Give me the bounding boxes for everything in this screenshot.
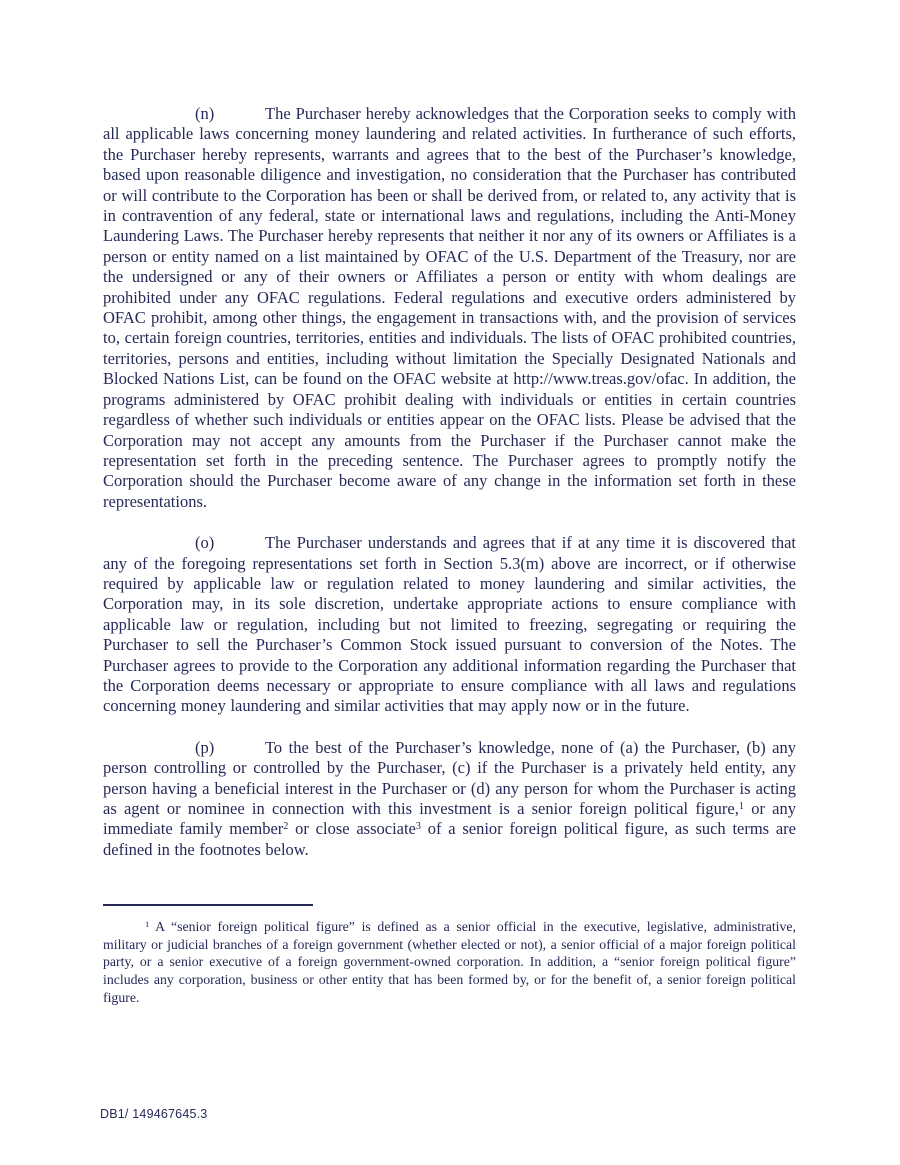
paragraph-p-label: (p) [195,737,215,757]
paragraph-p [103,738,796,860]
footnote-section [103,904,796,1006]
document-control-number: DB1/ 149467645.3 [100,1107,208,1121]
footnote-separator [103,904,313,906]
paragraph-n-text: The Purchaser hereby acknowledges that the Corporation seeks to comply with all applicable laws concerning money laundering and related activities. In furtherance of such efforts, the Purchaser hereby represents, warrants and agrees that to the best of the Purchaser’s knowledge, based upon reasonable diligence and investigation, no consideration that the Purchaser has contributed or will contribute to the Corporation has been or shall be derived from, or related to, any activity that is in contravention of any federal, state or international laws and regulations, including the Anti-Money Laundering Laws. The Purchaser hereby represents that neither it nor any of its owners or Affiliates is a person or entity named on a list maintained by OFAC of the U.S. Department of the Treasury, nor are the undersigned or any of their owners or Affiliates a person or entity with whom dealings are prohibited under any OFAC regulations. Federal regulations and executive orders administered by OFAC prohibit, among other things, the engagement in transactions with, and the provision of services to, certain foreign countries, territories, entities and individuals. The lists of OFAC prohibited countries, territories, persons and entities, including without limitation the Specially Designated Nationals and Blocked Nations List, can be found on the OFAC website at http://www.treas.gov/ofac. In addition, the programs administered by OFAC prohibit dealing with individuals or entities in certain countries regardless of whether such individuals or entities appear on the OFAC lists. Please be advised that the Corporation may not accept any amounts from the Purchaser if the Purchaser cannot make the representation set forth in the preceding sentence. The Purchaser agrees to promptly notify the Corporation should the Purchaser become aware of any change in the information set forth in these representations. [103,104,796,511]
paragraph-o-label: (o) [195,533,215,553]
footnote-1-text: A “senior foreign political figure” is defined as a senior official in the executive, legislative, administrative, military or judicial branches of a foreign government (whether elected or not), a senior official of a major foreign political party, or a senior executive of a foreign government-owned corporation. In addition, a “senior foreign political figure” includes any corporation, business or other entity that has been formed by, or for the benefit of, a senior foreign political figure. [103,919,796,1005]
paragraph-o [103,533,796,717]
footnote-1 [103,918,796,1006]
paragraph-n-label: (n) [195,104,215,123]
paragraph-o-text: The Purchaser understands and agrees that if at any time it is discovered that any of the foregoing representations set forth in Section 5.3(m) above are incorrect, or if otherwise required by applicable law or regulation related to money laundering and similar activities, the Corporation may, in its sole discretion, undertake appropriate actions to ensure compliance with applicable law or regulation, including but not limited to freezing, segregating or requiring the Purchaser to sell the Purchaser’s Common Stock issued pursuant to conversion of the Notes. The Purchaser agrees to provide to the Corporation any additional information regarding the Purchaser that the Corporation deems necessary or appropriate to ensure compliance with all laws and regulations concerning money laundering and similar activities that may apply now or in the future. [103,533,796,716]
footnote-1-marker: 1 [145,918,150,929]
paragraph-n [103,104,796,512]
paragraph-p-text: To the best of the Purchaser’s knowledge, none of (a) the Purchaser, (b) any person controlling or controlled by the Purchaser, (c) if the Purchaser is a privately held entity, any person having a beneficial interest in the Purchaser or (d) any person for whom the Purchaser is acting as agent or nominee in connection with this investment is a senior foreign political figure,$^1$ or any immediate family member$^2$ or close associate$^3$ of a senior foreign political figure, as such terms are defined in the footnotes below. [103,737,797,859]
